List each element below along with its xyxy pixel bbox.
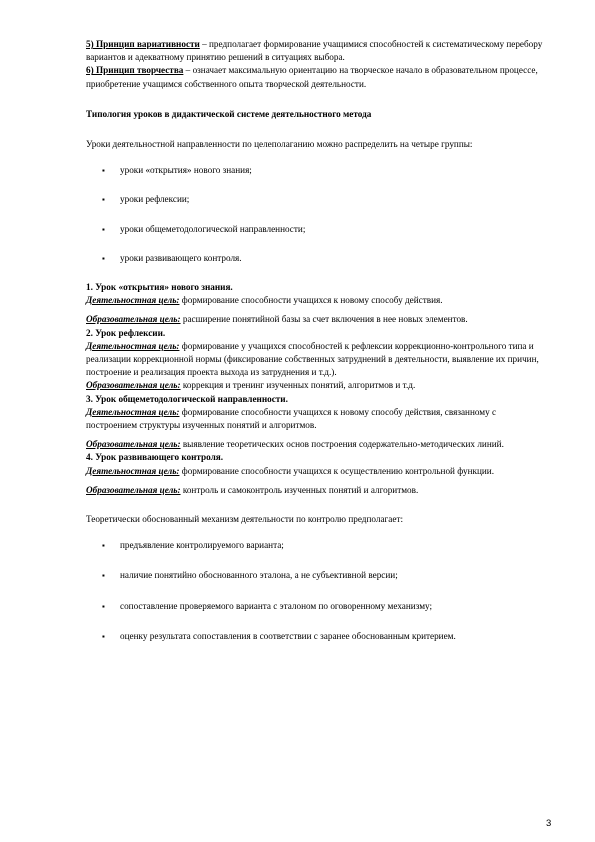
list-item-text: наличие понятийно обоснованного эталона, а не субъективной версии;: [120, 570, 398, 581]
lesson-groups-list: [86, 164, 546, 265]
goal-text: контроль и самоконтроль изученных понятий и алгоритмов.: [180, 484, 419, 495]
list-item: [86, 539, 546, 552]
lesson-section: [86, 451, 546, 497]
bullet-icon: ▪: [102, 541, 105, 551]
list-item-text: уроки общеметодологической направленности;: [120, 223, 306, 234]
goal-label: Деятельностная цель:: [86, 295, 180, 306]
principle-label: 6) Принцип творчества: [86, 65, 184, 76]
lesson-section: [86, 393, 546, 452]
list-item-text: уроки «открытия» нового знания;: [120, 165, 252, 176]
principle-creativity: [86, 64, 546, 90]
bullet-icon: ▪: [102, 601, 105, 611]
list-item: [86, 223, 546, 236]
goal-text: выявление теоретических основ построения содержательно-методических линий.: [180, 439, 504, 450]
educational-goal: [86, 438, 546, 451]
list-item: [86, 252, 546, 265]
goal-label: Образовательная цель:: [86, 314, 181, 325]
principle-text: – означает максимальную ориентацию на творческое начало в образовательном процессе, приобретение учащимся собственного опыта творческой деятельности.: [86, 65, 538, 89]
lesson-title: 3. Урок общеметодологической направленности.: [86, 393, 288, 404]
lesson-title: 2. Урок рефлексии.: [86, 327, 166, 338]
goal-label: Деятельностная цель:: [86, 465, 180, 476]
goal-text: формирование способности учащихся к новому способу действия, связанному с построением структуры изученных понятий и алгоритмов.: [86, 406, 497, 431]
typology-intro: Уроки деятельностной направленности по целеполаганию можно распределить на четыре группы:: [86, 139, 473, 150]
goal-text: формирование способности учащихся к осуществлению контрольной функции.: [179, 465, 495, 476]
goal-label: Образовательная цель:: [86, 484, 181, 495]
goal-text: формирование способности учащихся к новому способу действия.: [179, 295, 443, 306]
lesson-section: [86, 327, 546, 393]
activity-goal: [86, 340, 546, 380]
principle-text: – предполагает формирование учащимися способностей к систематическому перебору вариантов и адекватному принятию решений в ситуациях выбора.: [86, 39, 543, 63]
list-item: [86, 193, 546, 206]
activity-goal: [86, 294, 546, 307]
activity-goal: [86, 406, 546, 432]
list-item-text: уроки развивающего контроля.: [120, 252, 242, 263]
principle-label: 5) Принцип вариативности: [86, 39, 200, 49]
educational-goal: [86, 313, 546, 326]
educational-goal: [86, 379, 546, 392]
list-item-text: сопоставление проверяемого варианта с эталоном по оговоренному механизму;: [120, 600, 433, 611]
control-intro: Теоретически обоснованный механизм деятельности по контролю предполагает:: [86, 514, 404, 525]
bullet-icon: ▪: [102, 224, 105, 234]
goal-text: формирование у учащихся способностей к рефлексии коррекционно-контрольного типа и реализации коррекционной нормы (фиксирование собственных затруднений в деятельности, выявление их причин, построение и реализация проекта выхода из затруднения и т.д.).: [86, 340, 539, 378]
control-list: [86, 539, 546, 643]
list-item-text: предъявление контролируемого варианта;: [120, 540, 284, 551]
principle-variativity: [86, 38, 546, 64]
typology-heading: Типология уроков в дидактической системе деятельностного метода: [86, 108, 372, 119]
goal-label: Деятельностная цель:: [86, 406, 180, 417]
list-item: [86, 164, 546, 177]
bullet-icon: ▪: [102, 571, 105, 581]
list-item-text: уроки рефлексии;: [120, 194, 190, 205]
lesson-section: [86, 281, 546, 327]
list-item: [86, 630, 546, 643]
bullet-icon: ▪: [102, 166, 105, 176]
lesson-title: 1. Урок «открытия» нового знания.: [86, 282, 233, 293]
page-content: [86, 38, 546, 643]
goal-text: коррекция и тренинг изученных понятий, алгоритмов и т.д.: [180, 380, 416, 391]
bullet-icon: ▪: [102, 195, 105, 205]
bullet-icon: ▪: [102, 631, 105, 641]
page-number: 3: [546, 818, 552, 829]
list-item: [86, 569, 546, 582]
list-item-text: оценку результата сопоставления в соответствии с заранее обоснованным критерием.: [120, 630, 456, 641]
list-item: [86, 600, 546, 613]
goal-label: Деятельностная цель:: [86, 340, 180, 351]
lesson-title: 4. Урок развивающего контроля.: [86, 452, 224, 463]
goal-label: Образовательная цель:: [86, 380, 181, 391]
bullet-icon: ▪: [102, 253, 105, 263]
goal-text: расширение понятийной базы за счет включения в нее новых элементов.: [180, 314, 468, 325]
goal-label: Образовательная цель:: [86, 439, 181, 450]
activity-goal: [86, 465, 546, 478]
educational-goal: [86, 484, 546, 497]
